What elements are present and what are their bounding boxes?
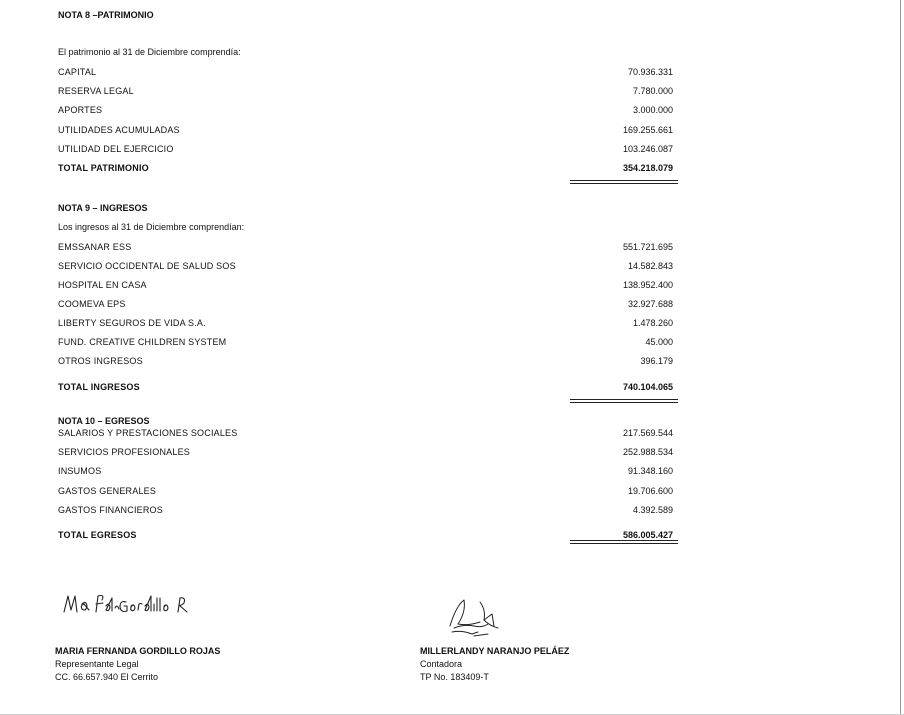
row-label: UTILIDAD DEL EJERCICIO [58,144,174,154]
row-value: 7.780.000 [632,86,673,96]
row-value: 4.392.589 [632,505,673,515]
row-label: INSUMOS [58,466,102,476]
row-value: 19.706.600 [627,486,673,496]
nota8-row-utilidades-acumuladas [58,125,673,139]
row-label: UTILIDADES ACUMULADAS [58,125,180,135]
total-double-underline [570,399,678,403]
signer2-name: MILLERLANDY NARANJO PELÁEZ [420,646,570,656]
signer2-id: TP No. 183409-T [420,672,489,682]
row-label: SALARIOS Y PRESTACIONES SOCIALES [58,428,238,438]
row-label: OTROS INGRESOS [58,356,143,366]
row-value: 396.179 [640,356,673,366]
nota9-row-emssanar [58,242,673,256]
nota8-row-utilidad-ejercicio [58,144,673,158]
signer1-role: Representante Legal [55,659,139,669]
row-label: LIBERTY SEGUROS DE VIDA S.A. [58,318,206,328]
signer2-role: Contadora [420,659,463,669]
row-label: GASTOS GENERALES [58,486,157,496]
total-value: 586.005.427 [622,530,673,540]
handwritten-signature-representante [60,590,200,618]
nota9-heading: NOTA 9 – INGRESOS [58,203,148,213]
page-edge-right [900,0,901,715]
row-value: 551.721.695 [622,242,673,252]
row-value: 252.988.534 [622,447,673,457]
row-label: EMSSANAR ESS [58,242,132,252]
row-value: 91.348.160 [627,466,673,476]
nota9-row-creative-children [58,337,673,351]
nota8-row-aportes [58,105,673,119]
nota9-intro: Los ingresos al 31 de Diciembre comprendían: [58,222,245,232]
handwritten-signature-contadora [444,596,504,640]
row-value: 70.936.331 [627,67,673,77]
row-value: 103.246.087 [622,144,673,154]
row-value: 217.569.544 [622,428,673,438]
row-value: 45.000 [645,337,673,347]
total-label: TOTAL EGRESOS [58,530,137,540]
row-value: 3.000.000 [632,105,673,115]
nota10-row-servicios-profesionales [58,447,673,461]
nota9-row-sos [58,261,673,275]
total-label: TOTAL PATRIMONIO [58,163,149,173]
nota10-row-gastos-generales [58,486,673,500]
total-label: TOTAL INGRESOS [58,382,140,392]
row-label: HOSPITAL EN CASA [58,280,147,290]
nota8-heading: NOTA 8 –PATRIMONIO [58,10,154,20]
row-value: 138.952.400 [622,280,673,290]
row-label: SERVICIOS PROFESIONALES [58,447,190,457]
nota10-row-insumos [58,466,673,480]
total-value: 740.104.065 [622,382,673,392]
nota9-row-liberty [58,318,673,332]
row-label: COOMEVA EPS [58,299,126,309]
row-label: RESERVA LEGAL [58,86,134,96]
nota9-row-coomeva [58,299,673,313]
row-label: FUND. CREATIVE CHILDREN SYSTEM [58,337,227,347]
row-label: SERVICIO OCCIDENTAL DE SALUD SOS [58,261,236,271]
total-value: 354.218.079 [622,163,673,173]
nota8-row-reserva-legal [58,86,673,100]
nota8-intro: El patrimonio al 31 de Diciembre comprendía: [58,47,241,57]
total-double-underline [570,180,678,184]
row-label: GASTOS FINANCIEROS [58,505,163,515]
signer1-id: CC. 66.657.940 El Cerrito [55,672,159,682]
nota10-heading: NOTA 10 – EGRESOS [58,416,150,426]
total-double-underline [570,540,678,544]
row-value: 1.478.260 [632,318,673,328]
row-label: APORTES [58,105,103,115]
nota9-row-hospital-en-casa [58,280,673,294]
nota8-row-capital [58,67,673,81]
row-value: 14.582.843 [627,261,673,271]
nota10-row-gastos-financieros [58,505,673,519]
signer1-name: MARIA FERNANDA GORDILLO ROJAS [55,646,221,656]
nota8-total-row [58,163,673,177]
nota9-total-row [58,382,673,396]
nota9-row-otros-ingresos [58,356,673,370]
row-value: 169.255.661 [622,125,673,135]
row-label: CAPITAL [58,67,97,77]
row-value: 32.927.688 [627,299,673,309]
nota10-row-salarios [58,428,673,442]
